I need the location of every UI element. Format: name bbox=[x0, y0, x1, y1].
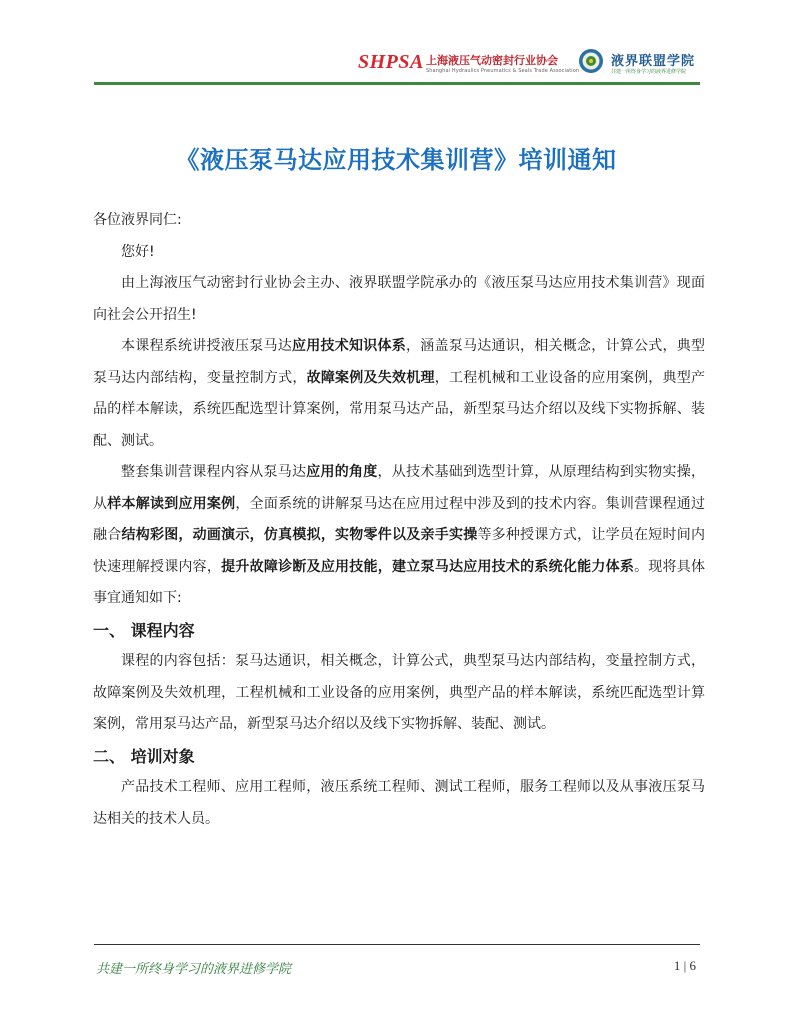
text-run: ，涵盖泵马达通识，相关概念，计算公式，典型泵马达内部结构，变量控制方式， bbox=[93, 338, 705, 386]
emphasis-run: 应用技术知识体系 bbox=[292, 338, 406, 354]
emphasis-run: 应用的角度 bbox=[306, 464, 378, 480]
association-name-cn: 上海液压气动密封行业协会 bbox=[426, 54, 558, 67]
college-name: 液界联盟学院 bbox=[611, 54, 696, 69]
text-run: ，全面系统的讲解泵马达在应用过程中涉及到的技术内容。集训营课程通过融合 bbox=[93, 495, 706, 543]
course-overview-paragraph bbox=[93, 331, 705, 457]
text-run: 整套集训营课程内容从泵马达 bbox=[121, 464, 307, 480]
emphasis-run: 提升故障诊断及应用技能，建立泵马达应用技术的系统化能力体系 bbox=[221, 558, 635, 575]
association-name-en: Shanghai Hydraulics Pneumatics & Seals Trade Association bbox=[426, 68, 580, 74]
page-number: 1 | 6 bbox=[673, 958, 696, 973]
page-header bbox=[0, 0, 792, 90]
college-subtitle: 共建一所终身学习的液界进修学院 bbox=[611, 69, 687, 75]
intro-paragraph: 由上海液压气动密封行业协会主办、液界联盟学院承办的《液压泵马达应用技术集训营》现面向社会公开招生! bbox=[93, 275, 705, 323]
greeting: 您好! bbox=[121, 243, 155, 260]
footer-divider bbox=[94, 944, 700, 945]
page-title: 《液压泵马达应用技术集训营》培训通知 bbox=[175, 146, 617, 174]
section-heading-target-audience: 二、 培训对象 bbox=[93, 746, 195, 766]
text-run: 本课程系统讲授液压泵马达 bbox=[121, 338, 292, 354]
footer-slogan: 共建一所终身学习的液界进修学院 bbox=[96, 962, 292, 977]
text-run: ，工程机械和工业设备的应用案例，典型产品的样本解读，系统匹配选型计算案例，常用泵马达产品，新型泵马达介绍以及线下实物拆解、装配、测试。 bbox=[93, 369, 706, 449]
text-run: 等多种授课方式，让学员在短时间内快速理解授课内容， bbox=[93, 527, 706, 575]
section-heading-course-content: 一、 课程内容 bbox=[93, 620, 195, 640]
course-content-paragraph: 课程的内容包括：泵马达通识，相关概念，计算公式，典型泵马达内部结构，变量控制方式，故障案例及失效机理，工程机械和工业设备的应用案例，典型产品的样本解读，系统匹配选型计算案例，常用泵马达产品，新型泵马达介绍以及线下实物拆解、装配、测试。 bbox=[93, 653, 705, 732]
text-run: ，从技术基础到选型计算，从原理结构到实物实操，从 bbox=[93, 464, 705, 512]
emphasis-run: 结构彩图，动画演示，仿真模拟，实物零件以及亲手实操 bbox=[121, 527, 478, 543]
teaching-approach-paragraph bbox=[93, 457, 705, 615]
document-body bbox=[93, 205, 705, 835]
text-run: 。现将具体事宜通知如下: bbox=[93, 558, 706, 606]
emphasis-run: 故障案例及失效机理 bbox=[306, 369, 435, 386]
target-audience-paragraph: 产品技术工程师、应用工程师，液压系统工程师、测试工程师，服务工程师以及从事液压泵马达相关的技术人员。 bbox=[93, 779, 705, 827]
salutation: 各位液界同仁: bbox=[93, 212, 182, 228]
shpsa-logo: SHPSA bbox=[358, 51, 424, 73]
emphasis-run: 样本解读到应用案例 bbox=[107, 495, 236, 512]
header-divider bbox=[94, 82, 700, 85]
college-seal-icon bbox=[578, 48, 604, 74]
